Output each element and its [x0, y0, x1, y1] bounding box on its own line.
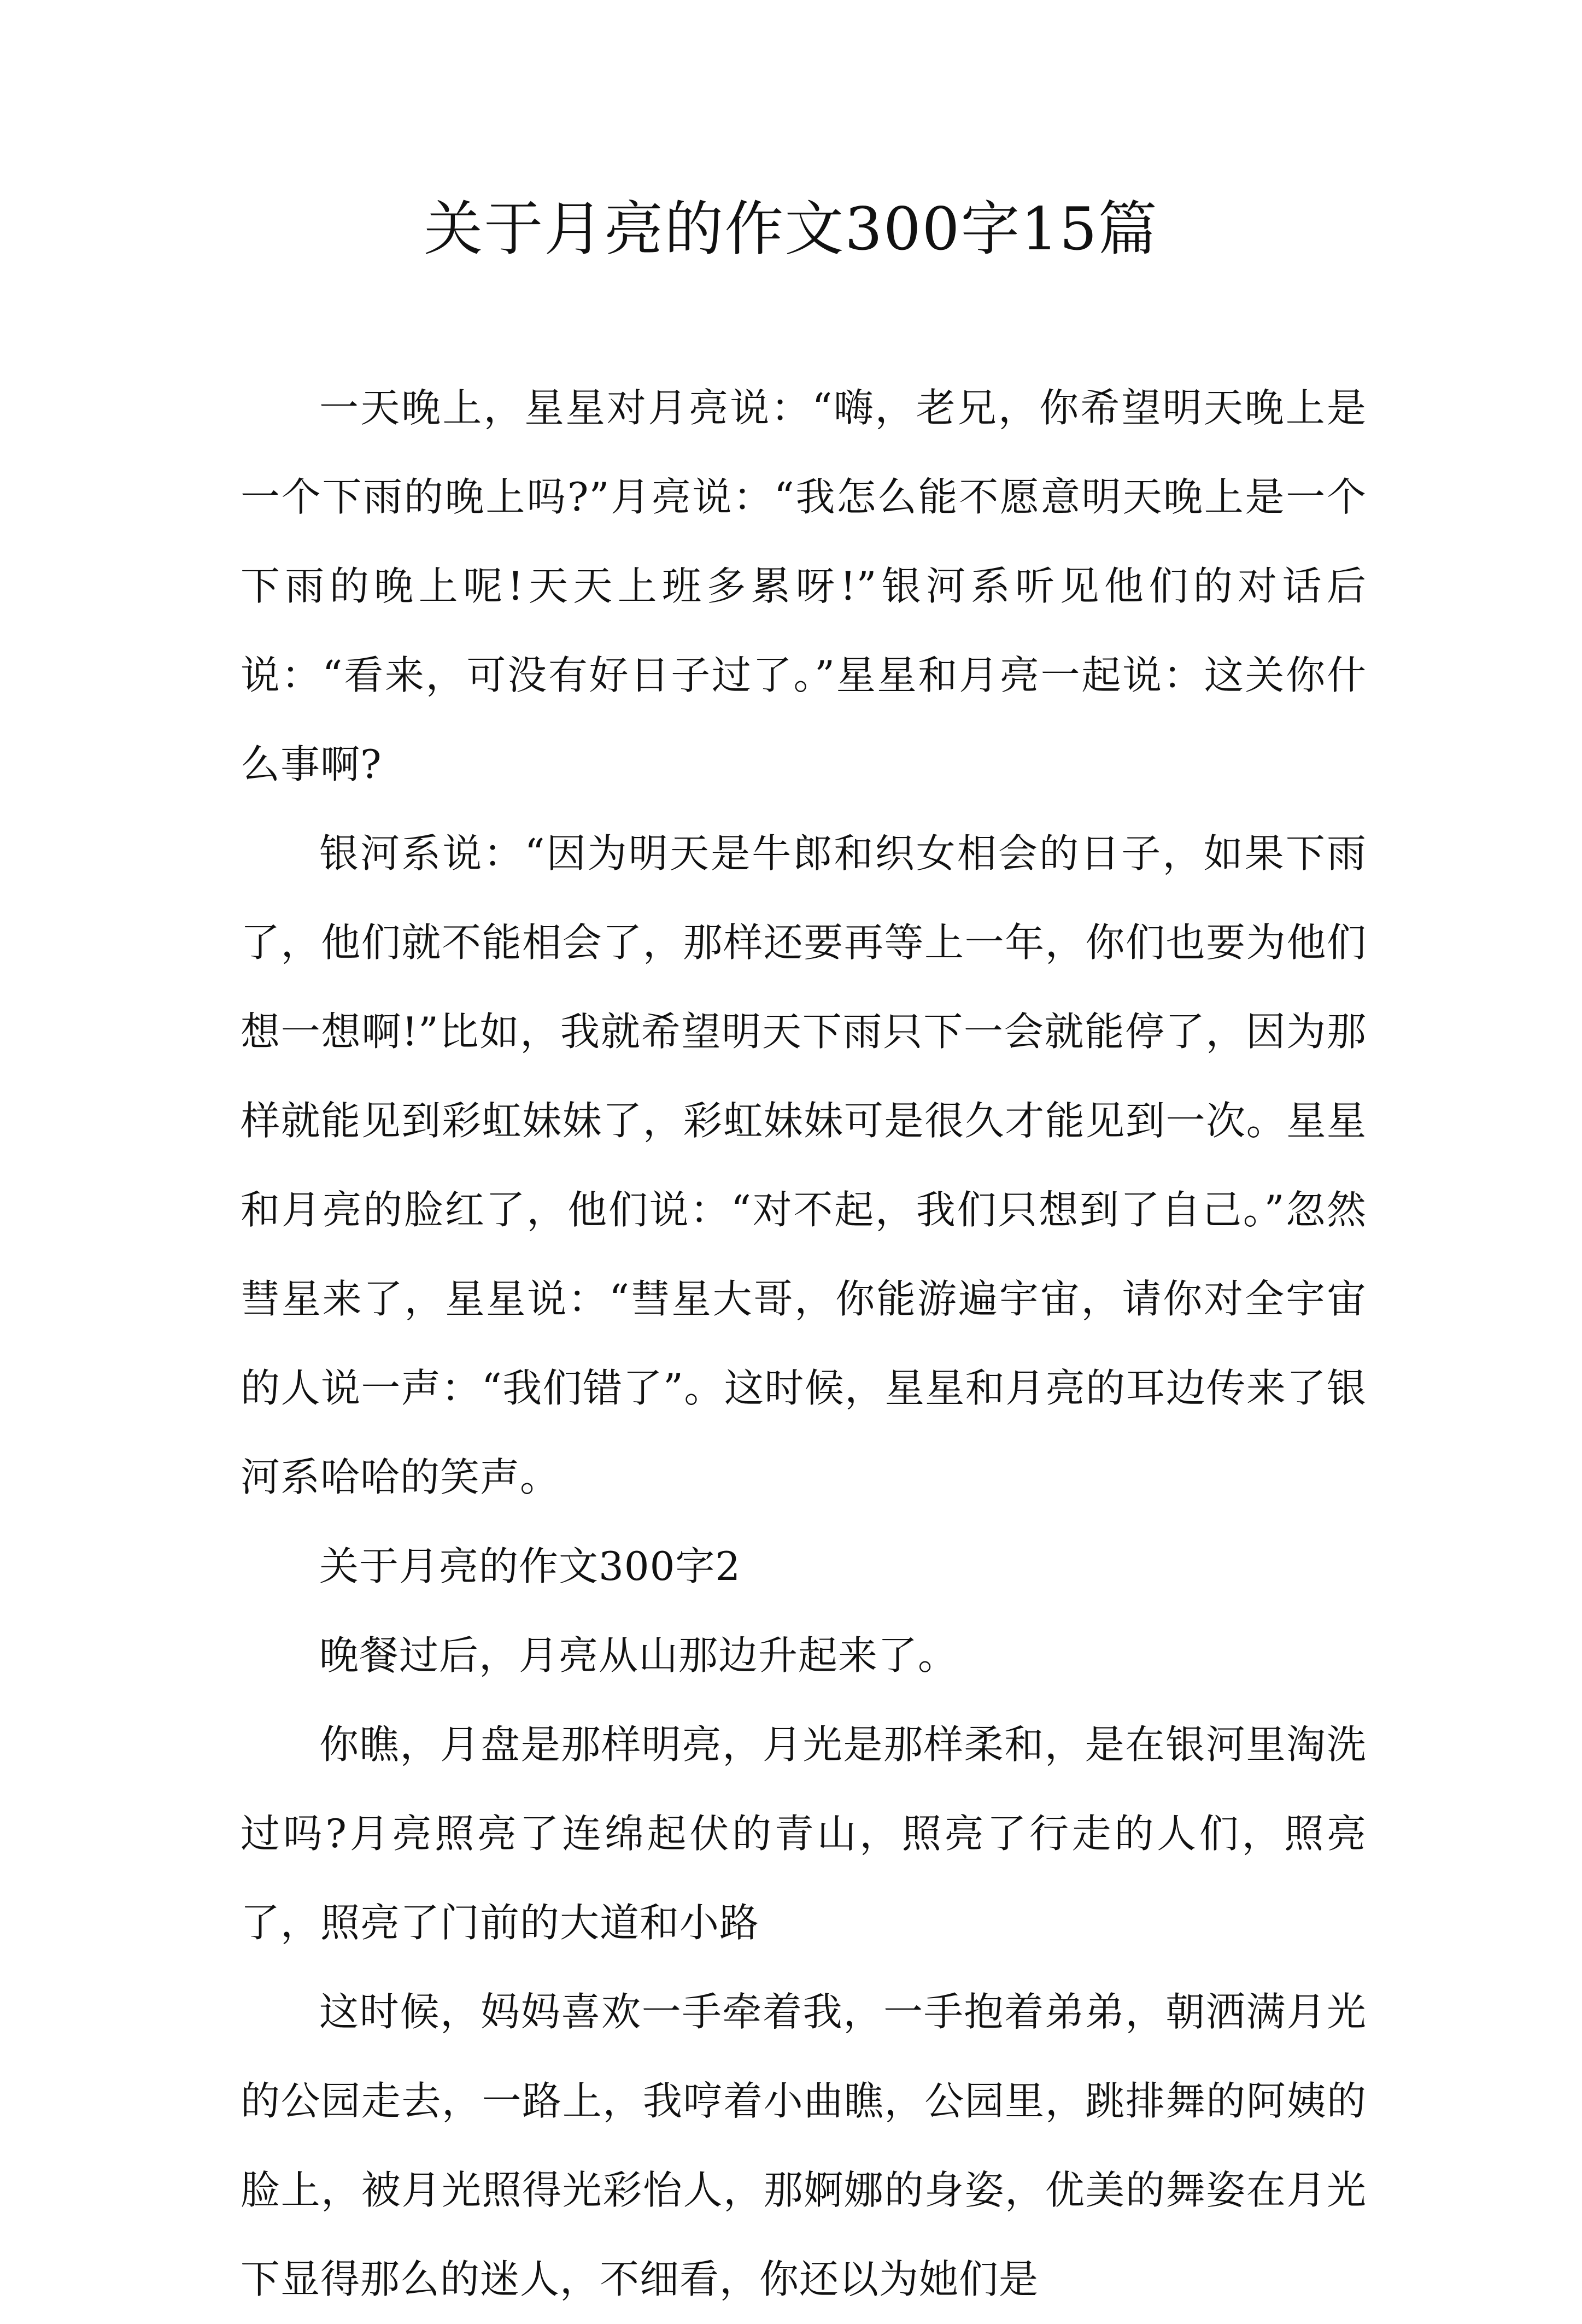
paragraph-2: 银河系说：“因为明天是牛郎和织女相会的日子，如果下雨了，他们就不能相会了，那样还要再等上一年，你们也要为他们想一想啊!”比如，我就希望明天下雨只下一会就能停了，因为那样就能见到彩虹妹妹了，彩虹妹妹可是很久才能见到一次。星星和月亮的脸红了，他们说：“对不起，我们只想到了自己。”忽然彗星来了，星星说：“彗星大哥，你能游遍宇宙，请你对全宇宙的人说一声：“我们错了”。这时候，星星和月亮的耳边传来了银河系哈哈的笑声。	[241, 830, 1367, 1500]
paragraph-5: 这时候，妈妈喜欢一手牵着我，一手抱着弟弟，朝洒满月光的公园走去，一路上，我哼着小曲瞧，公园里，跳排舞的阿姨的脸上，被月光照得光彩怡人，那婀娜的身姿，优美的舞姿在月光下显得那么的迷人，不细看，你还以为她们是	[241, 1989, 1367, 2302]
document-title: 关于月亮的作文300字15篇	[424, 195, 1158, 264]
paragraph-3: 晚餐过后，月亮从山那边升起来了。	[319, 1632, 958, 1678]
section-heading-2: 关于月亮的作文300字2	[319, 1543, 741, 1589]
document-body	[241, 364, 1367, 2324]
paragraph-1: 一天晚上，星星对月亮说：“嗨，老兄，你希望明天晚上是一个下雨的晚上吗?”月亮说：“我怎么能不愿意明天晚上是一个下雨的晚上呢!天天上班多累呀!”银河系听见他们的对话后说：“看来，可没有好日子过了。”星星和月亮一起说：这关你什么事啊?	[241, 385, 1367, 787]
paragraph-4: 你瞧，月盘是那样明亮，月光是那样柔和，是在银河里淘洗过吗?月亮照亮了连绵起伏的青山，照亮了行走的人们，照亮了，照亮了门前的大道和小路	[241, 1722, 1367, 1946]
